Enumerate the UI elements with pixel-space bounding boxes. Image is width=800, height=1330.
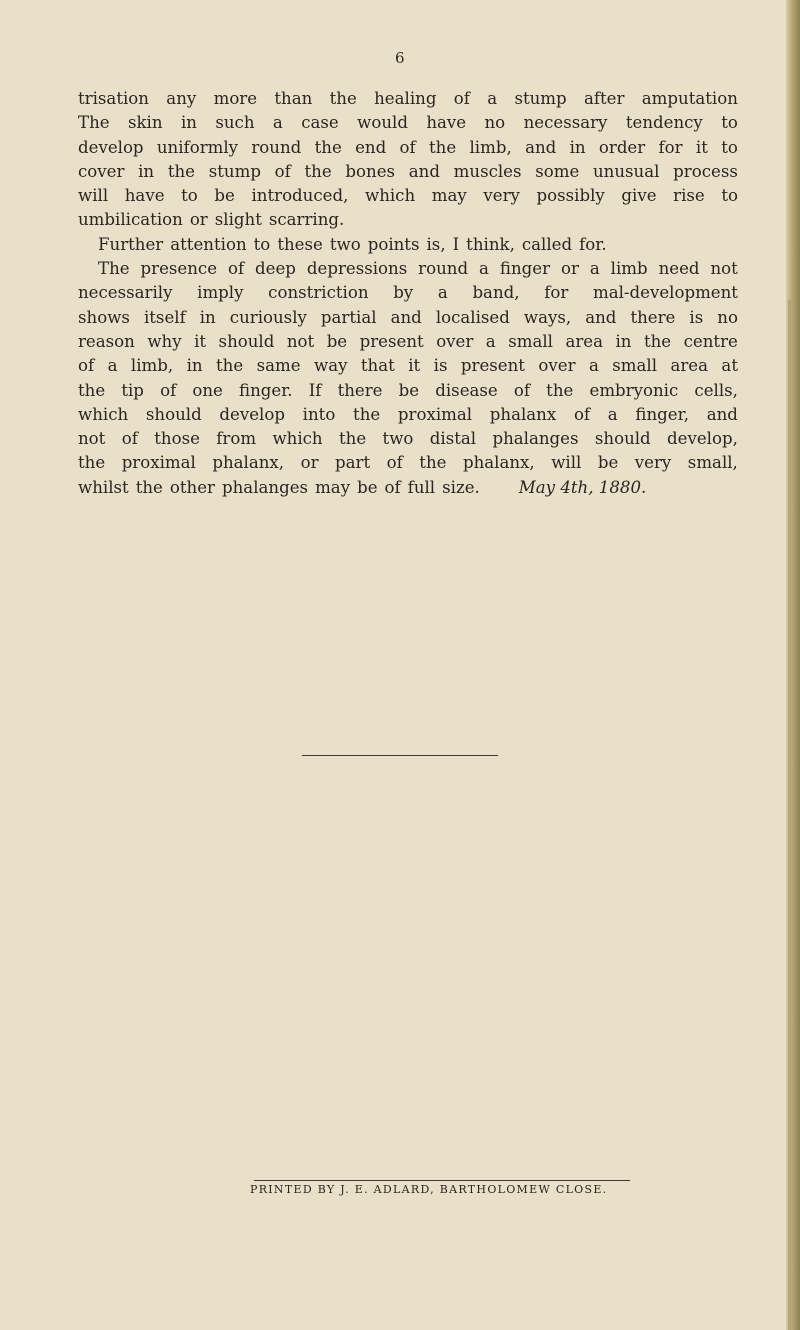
body-text (78, 87, 738, 500)
section-divider (302, 755, 498, 756)
text-line: which should develop into the proximal phalanx of a finger, and (78, 404, 738, 424)
text-line: The skin in such a case would have no necessary tendency to (78, 113, 738, 133)
imprint-rule (254, 1180, 630, 1181)
text-line: will have to be introduced, which may very possibly give rise to (78, 186, 738, 206)
printer-imprint: PRINTED BY J. E. ADLARD, BARTHOLOMEW CLOSE. (250, 1183, 608, 1196)
text-line: of a limb, in the same way that it is present over a small area at (78, 356, 738, 376)
date-signature: May 4th, 1880. (518, 477, 647, 497)
page-number: 6 (394, 49, 406, 67)
text-line: necessarily imply constriction by a band, for mal-development (78, 283, 738, 303)
text-line: shows itself in curiously partial and localised ways, and there is no (78, 307, 738, 327)
text-line: Further attention to these two points is, I think, called for. (98, 234, 607, 254)
text-line: The presence of deep depressions round a finger or a limb need not (98, 259, 738, 279)
text-line: umbilication or slight scarring. (78, 210, 345, 230)
text-line: trisation any more than the healing of a stump after amputation (78, 89, 738, 108)
page-edge-shadow (786, 0, 800, 1330)
text-line: the tip of one finger. If there be disease of the embryonic cells, (78, 380, 738, 400)
text-line: cover in the stump of the bones and muscles some unusual process (78, 161, 738, 181)
text-line: develop uniformly round the end of the limb, and in order for it to (78, 137, 738, 157)
text-line: whilst the other phalanges may be of full size. May 4th, 1880. (78, 476, 738, 500)
text-line: the proximal phalanx, or part of the phalanx, will be very small, (78, 453, 738, 473)
text-line: not of those from which the two distal phalanges should develop, (78, 429, 738, 449)
text-line: reason why it should not be present over a small area in the centre (78, 331, 738, 351)
